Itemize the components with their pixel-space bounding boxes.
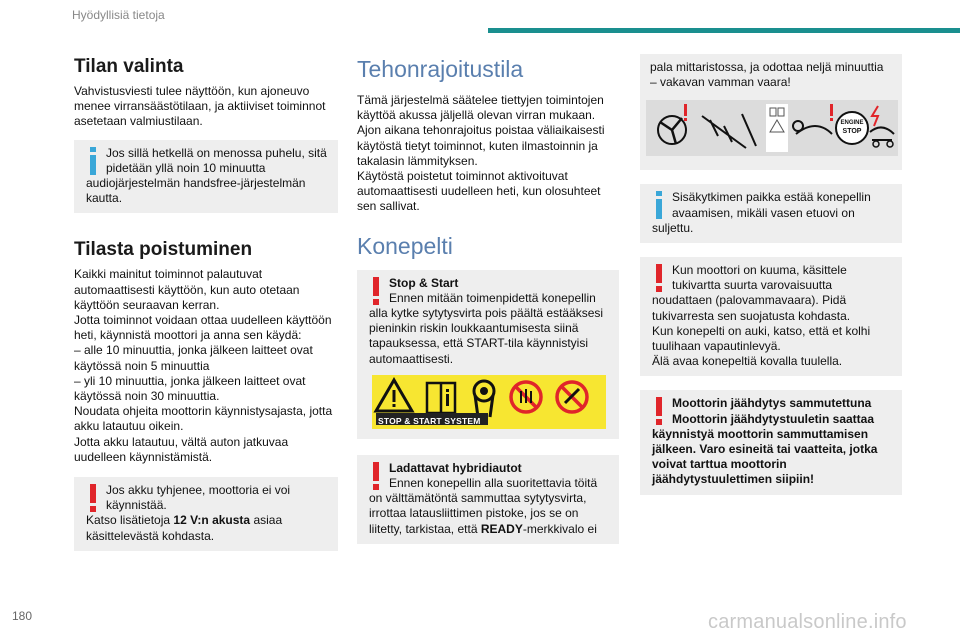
watermark: carmanualsonline.info — [708, 611, 907, 633]
section-title-konepelti: Konepelti — [357, 232, 453, 259]
manual-book-icon — [427, 383, 455, 413]
tilan-valinta-body: Vahvistusviesti tulee näyttöön, kun ajoneuvo menee virransäästötilaan, ja aktiiviset toiminnot asetetaan valmiustilaan. — [74, 84, 326, 129]
hot-engine-line-2: Älä avaa konepeltiä kovalla tuulella. — [652, 354, 843, 369]
hot-engine-first: Kun moottori on kuuma, käsittele tukivartta suurta varovaisuutta — [672, 263, 847, 293]
info-box-call — [74, 140, 338, 214]
column-left — [74, 56, 338, 551]
tilasta-poistuminen-line-0: Kaikki mainitut toiminnot palautuvat automaattisesti käyttöön, kun auto otetaan käyttöön seuraavan kerran. — [74, 267, 300, 312]
cooling-fan-first: Moottorin jäähdytystuuletin saattaa — [672, 411, 875, 426]
warning-battery-bold: 12 V:n akusta — [173, 513, 251, 528]
stop-start-warning-label — [372, 375, 606, 429]
tilasta-poistuminen-line-3: – yli 10 minuuttia, jonka jälkeen laitteet ovat käytössä noin 30 minuuttia. — [74, 373, 306, 404]
no-tools-icon — [557, 382, 587, 412]
tilasta-poistuminen-line-2: – alle 10 minuuttia, jonka jälkeen laitteet ovat käytössä noin 5 minuuttia — [74, 343, 313, 373]
section-title-tehonrajoitustila: Tehonrajoitustila — [357, 56, 524, 82]
warning-battery-first: Jos akku tyhjenee, moottoria ei voi käynnistää. — [106, 483, 291, 513]
info-icon — [85, 147, 101, 175]
cooling-fan-rest: käynnistyä moottorin sammuttamisen jälkeen. Varo esineitä tai vaatteita, jotka voivat tarttua moottorin jäähdytystuulettimen siipiin! — [652, 426, 878, 487]
warning-battery-post: asiaa käsittelevästä kohdasta. — [86, 513, 283, 543]
column-middle — [357, 56, 619, 544]
inner-switch-rest: suljettu. — [652, 220, 694, 235]
stop-start-system-label: STOP & START SYSTEM — [378, 415, 481, 426]
belt-pulley-icon — [474, 381, 494, 417]
tilasta-poistuminen-line-1: Jotta toiminnot voidaan ottaa uudelleen käyttöön heti, käynnistä moottori ja anna sen käydä: — [74, 313, 332, 343]
warning-icon — [368, 462, 384, 490]
info-box-inner-switch — [640, 184, 902, 243]
warning-icon — [368, 277, 384, 305]
tilasta-poistuminen-line-5: Jotta akku latautuu, vältä auton jatkuvaa uudelleen käynnistämistä. — [74, 434, 289, 464]
hot-engine-line-1: Kun konepelti on auki, katso, että et kolhi tuulihaan vapautinlevyä. — [652, 323, 871, 354]
warning-box-cooling-fan — [640, 390, 902, 494]
hot-engine-line-0: noudattaen (palovammavaara). Pidä tukivarresta sen suojatusta kohdasta. — [652, 293, 851, 323]
info-icon — [651, 191, 667, 219]
info-box-call-rest: audiojärjestelmän handsfree-järjestelmän kautta. — [86, 176, 306, 206]
tehonrajoitus-line-0: Tämä järjestelmä säätelee tiettyjen toimintojen käyttöä akussa jäljellä olevan virran mukaan. — [357, 93, 604, 123]
engine-label-line-2: STOP — [842, 128, 862, 136]
hybrid-continued-text: pala mittaristossa, ja odottaa neljä minuuttia – vakavan vamman vaara! — [650, 60, 884, 90]
hybrid-body-bold: READY — [480, 521, 523, 536]
hybrid-heading: Ladattavat hybridiautot — [389, 460, 522, 475]
page-number: 180 — [12, 609, 33, 623]
warning-box-stop-start — [357, 270, 619, 439]
no-hands-icon — [511, 382, 541, 412]
section-title-tilan-valinta: Tilan valinta — [74, 56, 184, 77]
info-box-call-first: Jos sillä hetkellä on menossa puhelu, sitä pidetään yllä noin 10 minuutta — [106, 145, 327, 175]
hybrid-warning-label — [646, 100, 898, 156]
tehonrajoitus-line-2: Käytöstä poistetut toiminnot aktivoituvat automaattisesti uudelleen heti, kun olosuhteet sen sallivat. — [357, 169, 601, 214]
running-header-title: Hyödyllisiä tietoja — [72, 8, 165, 22]
hybrid-body-post: -merkkivalo ei — [522, 521, 597, 536]
section-title-tilasta-poistuminen: Tilasta poistuminen — [74, 239, 253, 261]
inner-switch-first: Sisäkytkimen paikka estää konepellin avaamisen, mikäli vasen etuovi on — [672, 190, 871, 220]
warning-box-battery — [74, 477, 338, 551]
hybrid-warning-continued-panel — [640, 54, 902, 170]
warning-battery-pre: Katso lisätietoja — [86, 513, 174, 528]
cooling-fan-heading: Moottorin jäähdytys sammutettuna — [672, 396, 872, 411]
warning-box-hybrid — [357, 455, 619, 544]
engine-label-line-1: ENGINE — [840, 120, 864, 127]
tilasta-poistuminen-line-4: Noudata ohjeita moottorin käynnistysajasta, jotta akku latautuu oikein. — [74, 404, 333, 434]
stop-start-body: Ennen mitään toimenpidettä konepellin alla kytke sytytysvirta pois päältä estääksesi pieninkin riskin loukkaantumisesta siinä tapauksessa, että START-tila käynnistyisi automaattisesti. — [369, 290, 604, 366]
header-accent-rule — [488, 28, 960, 33]
warning-triangle-icon — [376, 380, 412, 411]
tehonrajoitus-line-1: Ajon aikana tehonrajoitus poistaa väliaikaisesti käytöstä tietyt toiminnot, kuten ilmastoinnin ja takalasin lämmityksen. — [357, 123, 605, 168]
warning-icon — [651, 264, 667, 292]
stop-start-heading: Stop & Start — [389, 275, 459, 290]
warning-box-hot-engine — [640, 257, 902, 376]
column-right — [640, 54, 902, 495]
manual-warning-icon — [766, 104, 788, 152]
hybrid-body-pre: Ennen konepellin alla suoritettavia töitä on välttämätöntä sammuttaa sytytysvirta, irrottaa latausliittimen pistoke, jos se on liitetty, tarkistaa, että — [369, 476, 598, 536]
warning-icon — [85, 484, 101, 512]
warning-icon — [651, 397, 667, 425]
